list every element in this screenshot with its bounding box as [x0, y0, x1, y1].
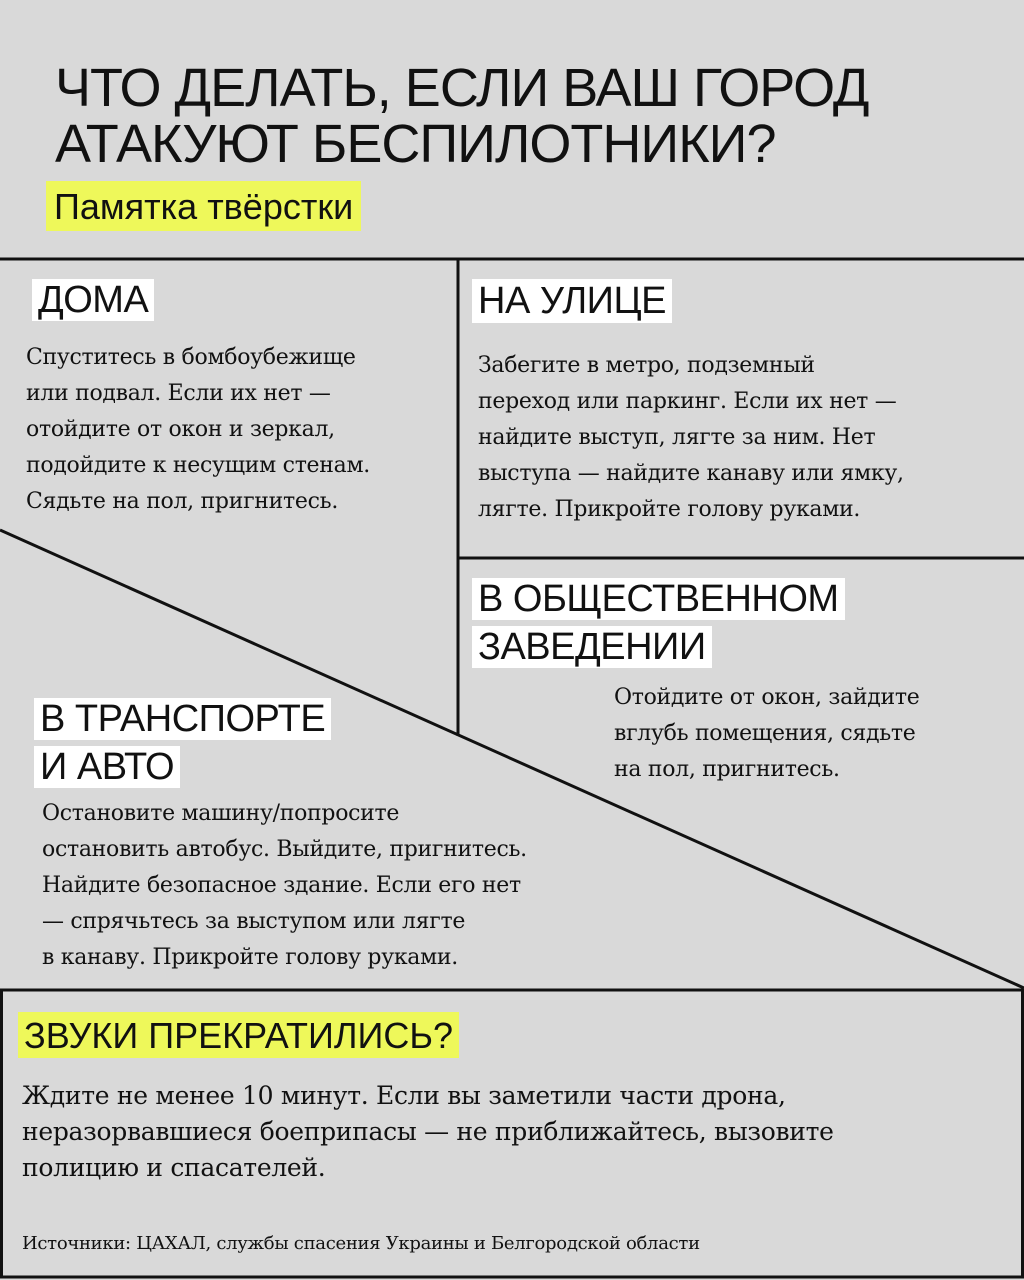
text-line: — спрячьтесь за выступом или лягте	[42, 909, 466, 934]
text-line: лягте. Прикройте голову руками.	[478, 497, 861, 522]
text-line: отойдите от окон и зеркал,	[26, 417, 335, 442]
section-text-after	[22, 1078, 1012, 1186]
section-label-transport-line-2: И АВТО	[34, 746, 180, 788]
section-text-home	[26, 340, 454, 520]
text-line: Отойдите от окон, зайдите	[614, 685, 920, 710]
text-line: остановить автобус. Выйдите, пригнитесь.	[42, 837, 527, 862]
title-line-1: ЧТО ДЕЛАТЬ, ЕСЛИ ВАШ ГОРОД	[55, 58, 869, 118]
text-line: найдите выступ, лягте за ним. Нет	[478, 425, 876, 450]
text-line: Ждите не менее 10 минут. Если вы заметили части дрона,	[22, 1081, 786, 1110]
title-line-2: АТАКУЮТ БЕСПИЛОТНИКИ?	[55, 114, 776, 174]
text-line: Забегите в метро, подземный	[478, 353, 815, 378]
section-text-public	[614, 680, 1014, 788]
text-line: Остановите машину/попросите	[42, 801, 400, 826]
text-line: на пол, пригнитесь.	[614, 757, 840, 782]
section-label-after: ЗВУКИ ПРЕКРАТИЛИСЬ?	[18, 1012, 459, 1058]
text-line: полицию и спасателей.	[22, 1153, 326, 1182]
section-label-transport-line-1: В ТРАНСПОРТЕ	[34, 698, 331, 740]
text-line: или подвал. Если их нет —	[26, 381, 331, 406]
text-line: неразорвавшиеся боеприпасы — не приближайтесь, вызовите	[22, 1117, 834, 1146]
sources-note: Источники: ЦАХАЛ, службы спасения Украины и Белгородской области	[22, 1233, 700, 1254]
text-line: в канаву. Прикройте голову руками.	[42, 945, 458, 970]
text-line: вглубь помещения, сядьте	[614, 721, 916, 746]
section-text-transport	[42, 796, 642, 976]
text-line: Сядьте на пол, пригнитесь.	[26, 489, 339, 514]
text-line: переход или паркинг. Если их нет —	[478, 389, 897, 414]
subtitle-badge: Памятка твёрстки	[46, 181, 361, 231]
section-label-public-line-1: В ОБЩЕСТВЕННОМ	[472, 578, 845, 620]
section-label-public-line-2: ЗАВЕДЕНИИ	[472, 626, 712, 668]
section-label-home: ДОМА	[32, 279, 154, 321]
text-line: подойдите к несущим стенам.	[26, 453, 370, 478]
page-title	[55, 60, 955, 172]
section-label-street: НА УЛИЦЕ	[472, 279, 672, 323]
text-line: Найдите безопасное здание. Если его нет	[42, 873, 521, 898]
text-line: выступа — найдите канаву или ямку,	[478, 461, 904, 486]
text-line: Спуститесь в бомбоубежище	[26, 345, 356, 370]
section-text-street	[478, 348, 1018, 528]
